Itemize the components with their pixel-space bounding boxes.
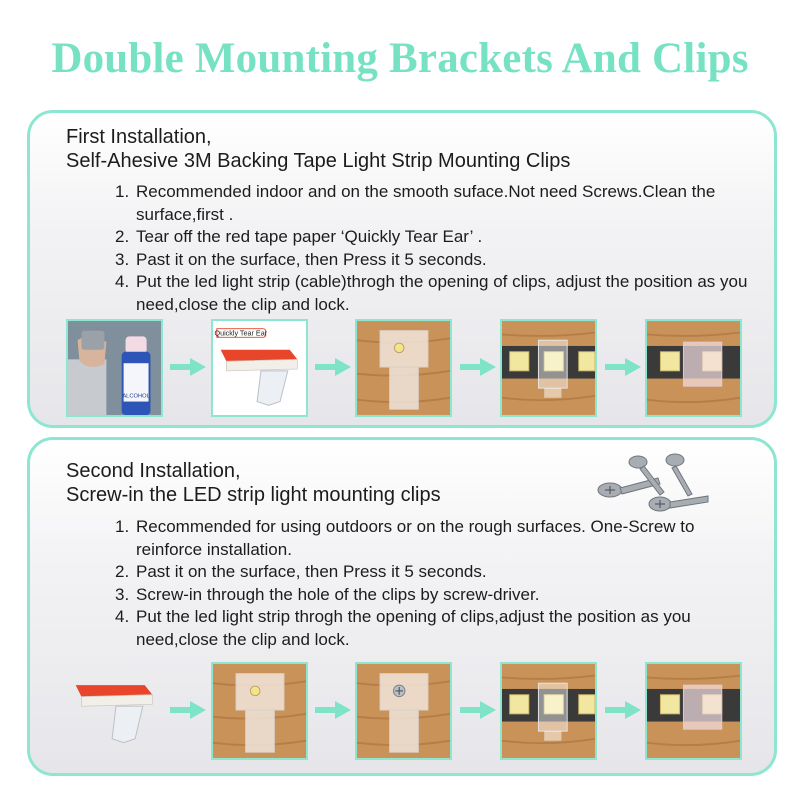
step-number: 2. [115, 562, 130, 581]
step-number: 1. [115, 182, 130, 201]
first-installation-images [66, 319, 756, 419]
arrow-right-icon [315, 701, 351, 719]
step-4 [115, 606, 754, 651]
second-installation-images [66, 662, 756, 762]
step-1 [115, 516, 754, 561]
arrow-right-icon [605, 701, 641, 719]
step-text: Screw-in through the hole of the clips by screw-driver. [136, 584, 540, 604]
tear-ear-label: Quickly Tear Ear [214, 328, 268, 338]
arrow-right-icon [170, 358, 206, 376]
step-text: Recommended for using outdoors or on the rough surfaces. One-Screw to reinforce installation. [136, 517, 695, 559]
clip-with-red-tape [211, 319, 308, 417]
arrow-right-icon [460, 701, 496, 719]
arrow-right-icon [170, 701, 206, 719]
clip-closed-on-strip [645, 319, 742, 417]
screws-icon [580, 448, 720, 518]
strip-in-clip [500, 319, 597, 417]
step-number: 1. [115, 517, 130, 536]
first-installation-panel [27, 110, 777, 428]
step-2 [115, 226, 754, 249]
bottle-label: ALCOHOL [122, 393, 150, 400]
arrow-right-icon [315, 358, 351, 376]
step-text: Tear off the red tape paper ‘Quickly Tear Ear’ . [136, 227, 483, 246]
second-installation-panel [27, 437, 777, 776]
heading-line-1: First Installation, [66, 126, 212, 148]
clip-with-red-tape [66, 662, 163, 760]
heading-line-2: Screw-in the LED strip light mounting clips [66, 484, 441, 506]
clip-closed-on-strip [645, 662, 742, 760]
arrow-right-icon [605, 358, 641, 376]
step-number: 4. [115, 607, 130, 626]
step-number: 3. [115, 249, 130, 269]
first-installation-heading [66, 125, 570, 173]
clip-on-wood [211, 662, 308, 760]
step-number: 2. [115, 227, 130, 246]
second-installation-heading [66, 459, 441, 507]
step-text: Past it on the surface, then Press it 5 seconds. [136, 562, 487, 581]
step-text: Put the led light strip throgh the opening of clips,adjust the position as you need,close the clip and lock. [136, 607, 691, 649]
first-steps-list [115, 181, 754, 316]
alcohol-wipe-photo [66, 319, 163, 417]
step-number: 4. [115, 272, 130, 291]
step-3 [115, 249, 754, 272]
step-text: Past it on the surface, then Press it 5 seconds. [136, 249, 487, 269]
arrow-right-icon [460, 358, 496, 376]
clip-screwed-on-wood [355, 662, 452, 760]
clip-on-wood [355, 319, 452, 417]
strip-in-clip [500, 662, 597, 760]
heading-line-1: Second Installation, [66, 460, 241, 482]
step-number: 3. [115, 584, 130, 604]
step-2 [115, 561, 754, 584]
second-steps-list [115, 516, 754, 651]
heading-line-2: Self-Ahesive 3M Backing Tape Light Strip Mounting Clips [66, 150, 571, 172]
step-3 [115, 584, 754, 607]
step-text: Recommended indoor and on the smooth suface.Not need Screws.Clean the surface,first . [136, 182, 716, 224]
step-4 [115, 271, 754, 316]
step-text: Put the led light strip (cable)throgh the opening of clips, adjust the position as you need,close the clip and lock. [136, 272, 748, 314]
step-1 [115, 181, 754, 226]
page-title: Double Mounting Brackets And Clips [51, 35, 749, 82]
